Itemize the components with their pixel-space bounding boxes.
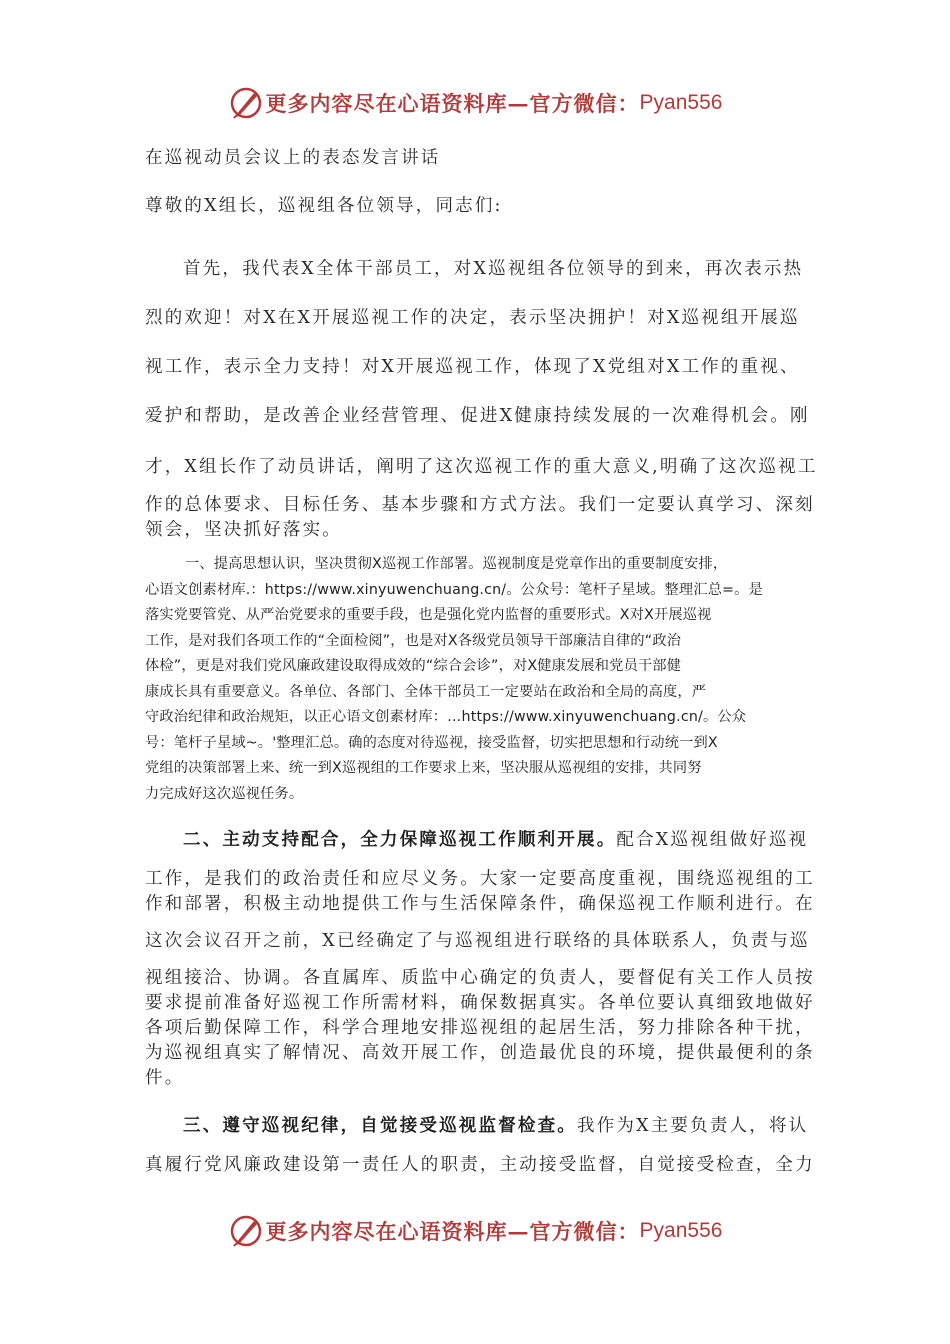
section-2-line: 工作，是我们的政治责任和应尽义务。大家一定要高度重视，围绕巡视组的工 [145,869,815,889]
section-3-first-line [183,1114,810,1138]
section-1-line: 工作，是对我们各项工作的“全面检阅”，也是对X各级党员领导干部廉洁自律的“政治 [145,632,682,649]
banner-text: 更多内容尽在心语资料库—官方微信： [265,1219,640,1244]
intro-line: 首先，我代表X全体干部员工，对X巡视组各位领导的到来，再次表示热 [183,259,804,279]
document-title: 在巡视动员会议上的表态发言讲话 [145,148,441,168]
intro-line: 烈的欢迎！对X在X开展巡视工作的决定，表示坚决拥护！对X巡视组开展巡 [145,308,800,328]
section-2-text: 配合X巡视组做好巡视 [616,830,809,850]
section-2-line: 要求提前准备好巡视工作所需材料，确保数据真实。各单位要认真细致地做好 [145,993,815,1013]
section-1-line: 力完成好这次巡视任务。 [145,785,304,802]
section-2-heading: 二、主动支持配合，全力保障巡视工作顺利开展。 [183,830,617,850]
section-1-line: 心语文创素材库.：https://www.xinyuwenchuang.cn/。公众号：笔杆子星域。整理汇总=。是 [145,581,763,598]
section-2-line: 各项后勤保障工作，科学合理地安排巡视组的起居生活，努力排除各种干扰， [145,1018,815,1038]
intro-line: 领会，坚决抓好落实。 [145,520,342,540]
intro-line: 才，X组长作了动员讲话，阐明了这次巡视工作的重大意义,明确了这次巡视工 [145,457,818,477]
section-1-paragraph [145,552,810,807]
section-3-line: 真履行党风廉政建设第一责任人的职责，主动接受监督，自觉接受检查，全力 [145,1155,815,1175]
section-2-first-line [183,828,810,852]
section-1-line: 号：笔杆子星域~。'整理汇总。确的态度对待巡视，接受监督，切实把思想和行动统一到X [145,734,718,751]
section-1-line: 党组的决策部署上来、统一到X巡视组的工作要求上来，坚决服从巡视组的安排，共同努 [145,760,702,776]
footer-banner [0,1211,950,1251]
intro-line: 爱护和帮助，是改善企业经营管理、促进X健康持续发展的一次难得机会。刚 [145,406,810,426]
banner-wechat-id: Pyan556 [639,91,723,114]
section-2-line: 视组接洽、协调。各直属库、质监中心确定的负责人，要督促有关工作人员按 [145,968,815,988]
section-1-line: 一、提高思想认识，坚决贯彻X巡视工作部署。巡视制度是党章作出的重要制度安排， [185,556,728,572]
section-1-line: 康成长具有重要意义。各单位、各部门、全体干部员工一定要站在政治和全局的高度，严 [145,683,707,700]
banner-wechat-id: Pyan556 [639,1219,723,1242]
section-1-line: 守政治纪律和政治规矩，以正心语文创素材库：…https://www.xinyuwenchuang.cn/。公众 [145,709,747,725]
section-3-heading: 三、遵守巡视纪律，自觉接受巡视监督检查。 [183,1116,577,1136]
section-1-line: 落实党要管党、从严治党要求的重要手段，也是强化党内监督的重要形式。X对X开展巡视 [145,607,712,623]
section-2-line: 这次会议召开之前，X已经确定了与巡视组进行联络的具体联系人，负责与巡 [145,931,810,951]
section-2-line: 作和部署，积极主动地提供工作与生活保障条件，确保巡视工作顺利进行。在 [145,894,815,914]
banner-text: 更多内容尽在心语资料库—官方微信： [265,91,640,116]
intro-line: 视工作，表示全力支持！对X开展巡视工作，体现了X党组对X工作的重视、 [145,357,800,377]
header-banner [0,83,950,123]
section-1-line: 体检”，更是对我们党风廉政建设取得成效的“综合会诊”，对X健康发展和党员干部健 [145,658,682,674]
quill-pen-icon [228,1213,264,1249]
quill-pen-icon [228,85,264,121]
section-2-line: 件。 [145,1068,185,1088]
intro-line: 作的总体要求、目标任务、基本步骤和方式方法。我们一定要认真学习、深刻 [145,495,815,515]
section-2-line: 为巡视组真实了解情况、高效开展工作，创造最优良的环境，提供最便利的条 [145,1043,815,1063]
salutation: 尊敬的X组长，巡视组各位领导，同志们: [145,196,503,216]
section-3-text: 我作为X主要负责人，将认 [577,1116,809,1136]
